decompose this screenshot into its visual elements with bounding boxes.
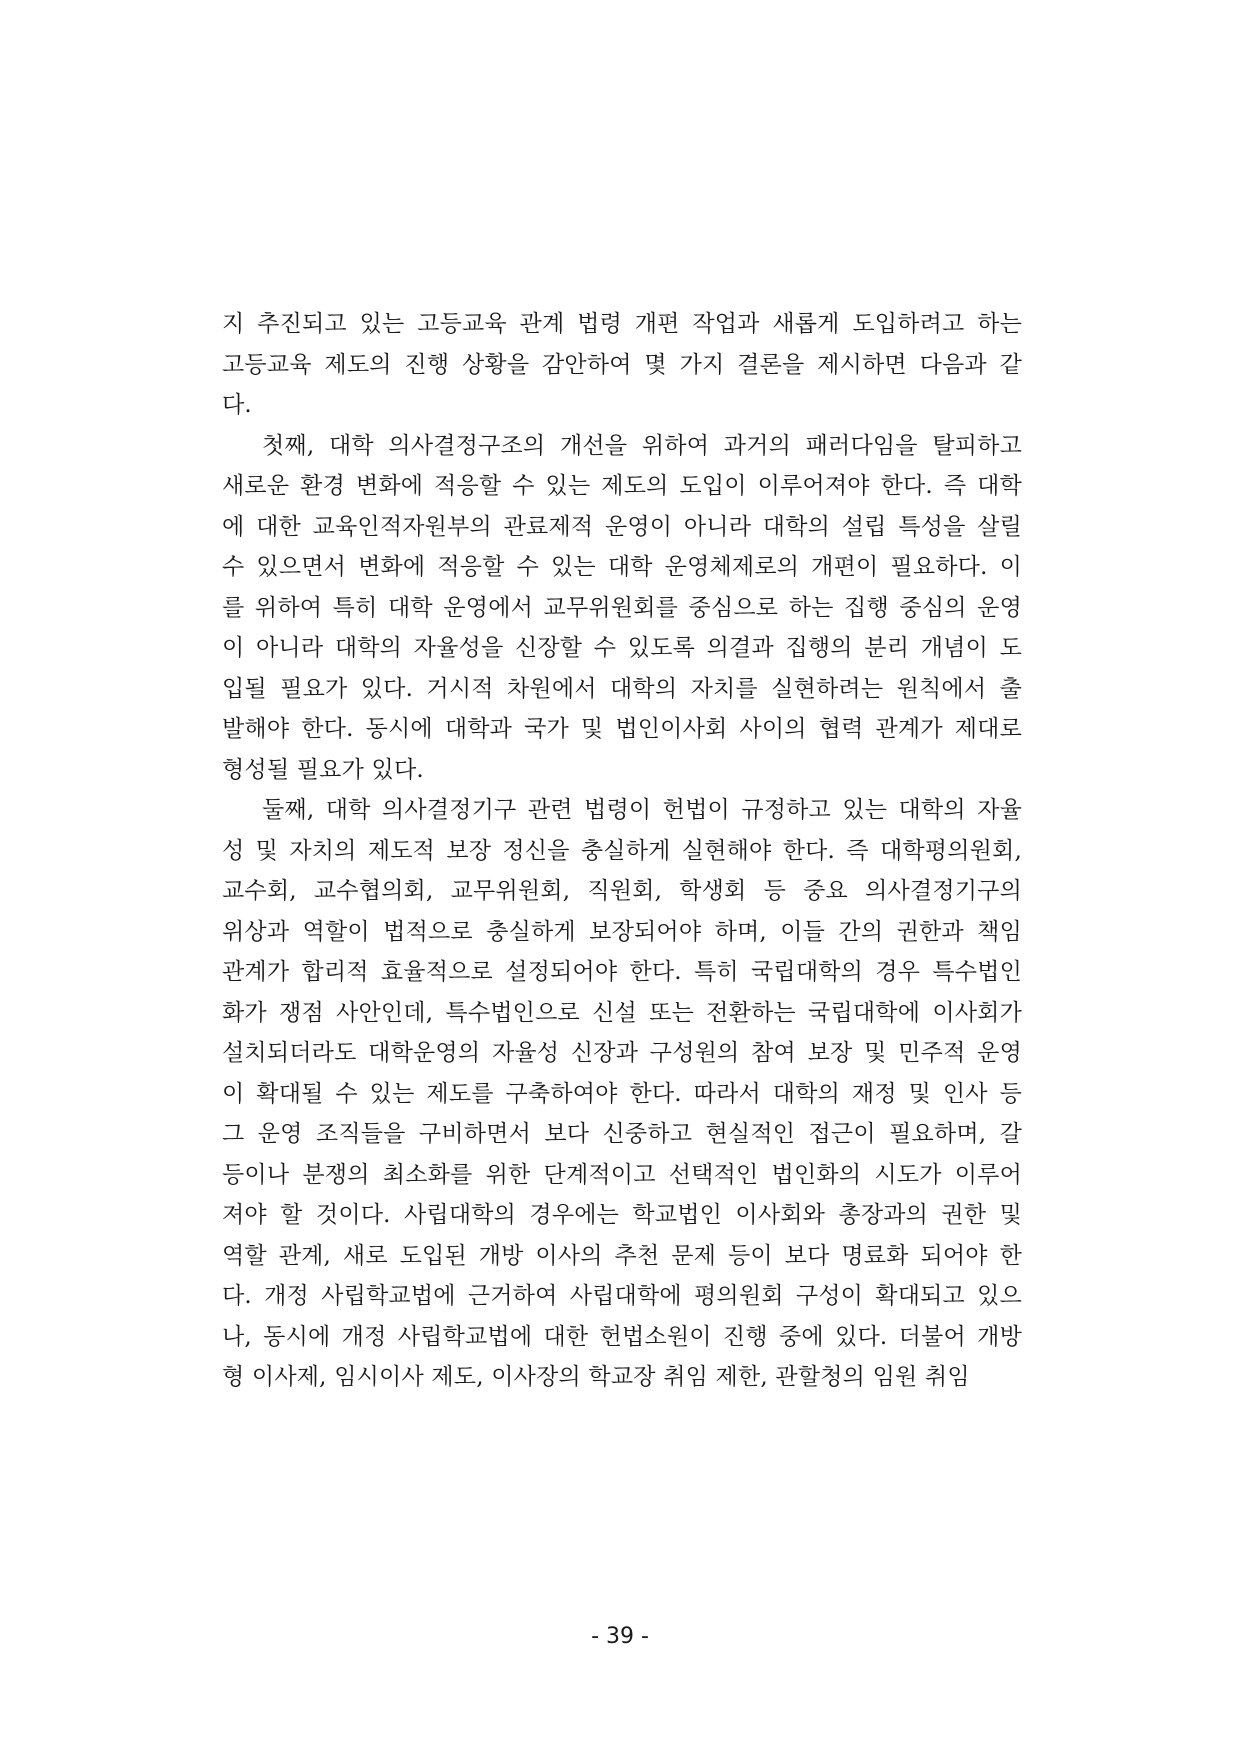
text-line: 수 있으면서 변화에 적응할 수 있는 대학 운영체제로의 개편이 필요하다. 이 bbox=[222, 554, 1022, 580]
text-line: 형성될 필요가 있다. bbox=[222, 756, 424, 783]
text-line: 화가 쟁점 사안인데, 특수법인으로 신설 또는 전환하는 국립대학에 이사회가 bbox=[222, 999, 1022, 1026]
text-line: 첫째, 대학 의사결정구조의 개선을 위하여 과거의 패러다임을 탈피하고 bbox=[262, 432, 1022, 459]
text-line: 위상과 역할이 법적으로 충실하게 보장되어야 하며, 이들 간의 권한과 책임 bbox=[222, 918, 1022, 945]
text-line: 다. 개정 사립학교법에 근거하여 사립대학에 평의원회 구성이 확대되고 있으 bbox=[222, 1283, 1022, 1309]
text-line: 둘째, 대학 의사결정기구 관련 법령이 헌법이 규정하고 있는 대학의 자율 bbox=[262, 797, 1022, 823]
text-line: 새로운 환경 변화에 적응할 수 있는 제도의 도입이 이루어져야 한다. 즉 대학 bbox=[222, 473, 1022, 499]
paragraph bbox=[222, 790, 1022, 1398]
paragraph bbox=[222, 304, 1022, 426]
text-line: 등이나 분쟁의 최소화를 위한 단계적이고 선택적인 법인화의 시도가 이루어 bbox=[222, 1161, 1022, 1188]
paragraph bbox=[222, 426, 1022, 791]
text-line: 교수회, 교수협의회, 교무위원회, 직원회, 학생회 등 중요 의사결정기구의 bbox=[222, 878, 1022, 904]
text-line: 입될 필요가 있다. 거시적 차원에서 대학의 자치를 실현하려는 원칙에서 출 bbox=[222, 675, 1022, 702]
text-line: 성 및 자치의 제도적 보장 정신을 충실하게 실현해야 한다. 즉 대학평의원회, bbox=[222, 837, 1022, 864]
text-line: 지 추진되고 있는 고등교육 관계 법령 개편 작업과 새롭게 도입하려고 하는 bbox=[222, 311, 1022, 337]
text-line: 를 위하여 특히 대학 운영에서 교무위원회를 중심으로 하는 집행 중심의 운영 bbox=[222, 594, 1022, 621]
text-line: 역할 관계, 새로 도입된 개방 이사의 추천 문제 등이 보다 명료화 되어야 한 bbox=[222, 1242, 1022, 1269]
text-line: 설치되더라도 대학운영의 자율성 신장과 구성원의 참여 보장 및 민주적 운영 bbox=[222, 1040, 1022, 1066]
text-line: 고등교육 제도의 진행 상황을 감안하여 몇 가지 결론을 제시하면 다음과 같 bbox=[222, 351, 1022, 378]
page-number: - 39 - bbox=[591, 1624, 649, 1649]
text-line: 그 운영 조직들을 구비하면서 보다 신중하고 현실적인 접근이 필요하며, 갈 bbox=[222, 1121, 1022, 1147]
body-text bbox=[222, 304, 1022, 1398]
text-line: 져야 할 것이다. 사립대학의 경우에는 학교법인 이사회와 총장과의 권한 및 bbox=[222, 1202, 1022, 1228]
text-line: 이 확대될 수 있는 제도를 구축하여야 한다. 따라서 대학의 재정 및 인사 등 bbox=[222, 1080, 1022, 1107]
text-line: 나, 동시에 개정 사립학교법에 대한 헌법소원이 진행 중에 있다. 더불어 개방 bbox=[222, 1323, 1022, 1350]
text-line: 발해야 한다. 동시에 대학과 국가 및 법인이사회 사이의 협력 관계가 제대로 bbox=[222, 716, 1022, 742]
text-line: 에 대한 교육인적자원부의 관료제적 운영이 아니라 대학의 설립 특성을 살릴 bbox=[222, 513, 1022, 540]
text-line: 다. bbox=[222, 392, 252, 418]
text-line: 관계가 합리적 효율적으로 설정되어야 한다. 특히 국립대학의 경우 특수법인 bbox=[222, 959, 1022, 985]
text-line: 형 이사제, 임시이사 제도, 이사장의 학교장 취임 제한, 관할청의 임원 취임 bbox=[222, 1364, 970, 1390]
text-line: 이 아니라 대학의 자율성을 신장할 수 있도록 의결과 집행의 분리 개념이 도 bbox=[222, 635, 1022, 661]
